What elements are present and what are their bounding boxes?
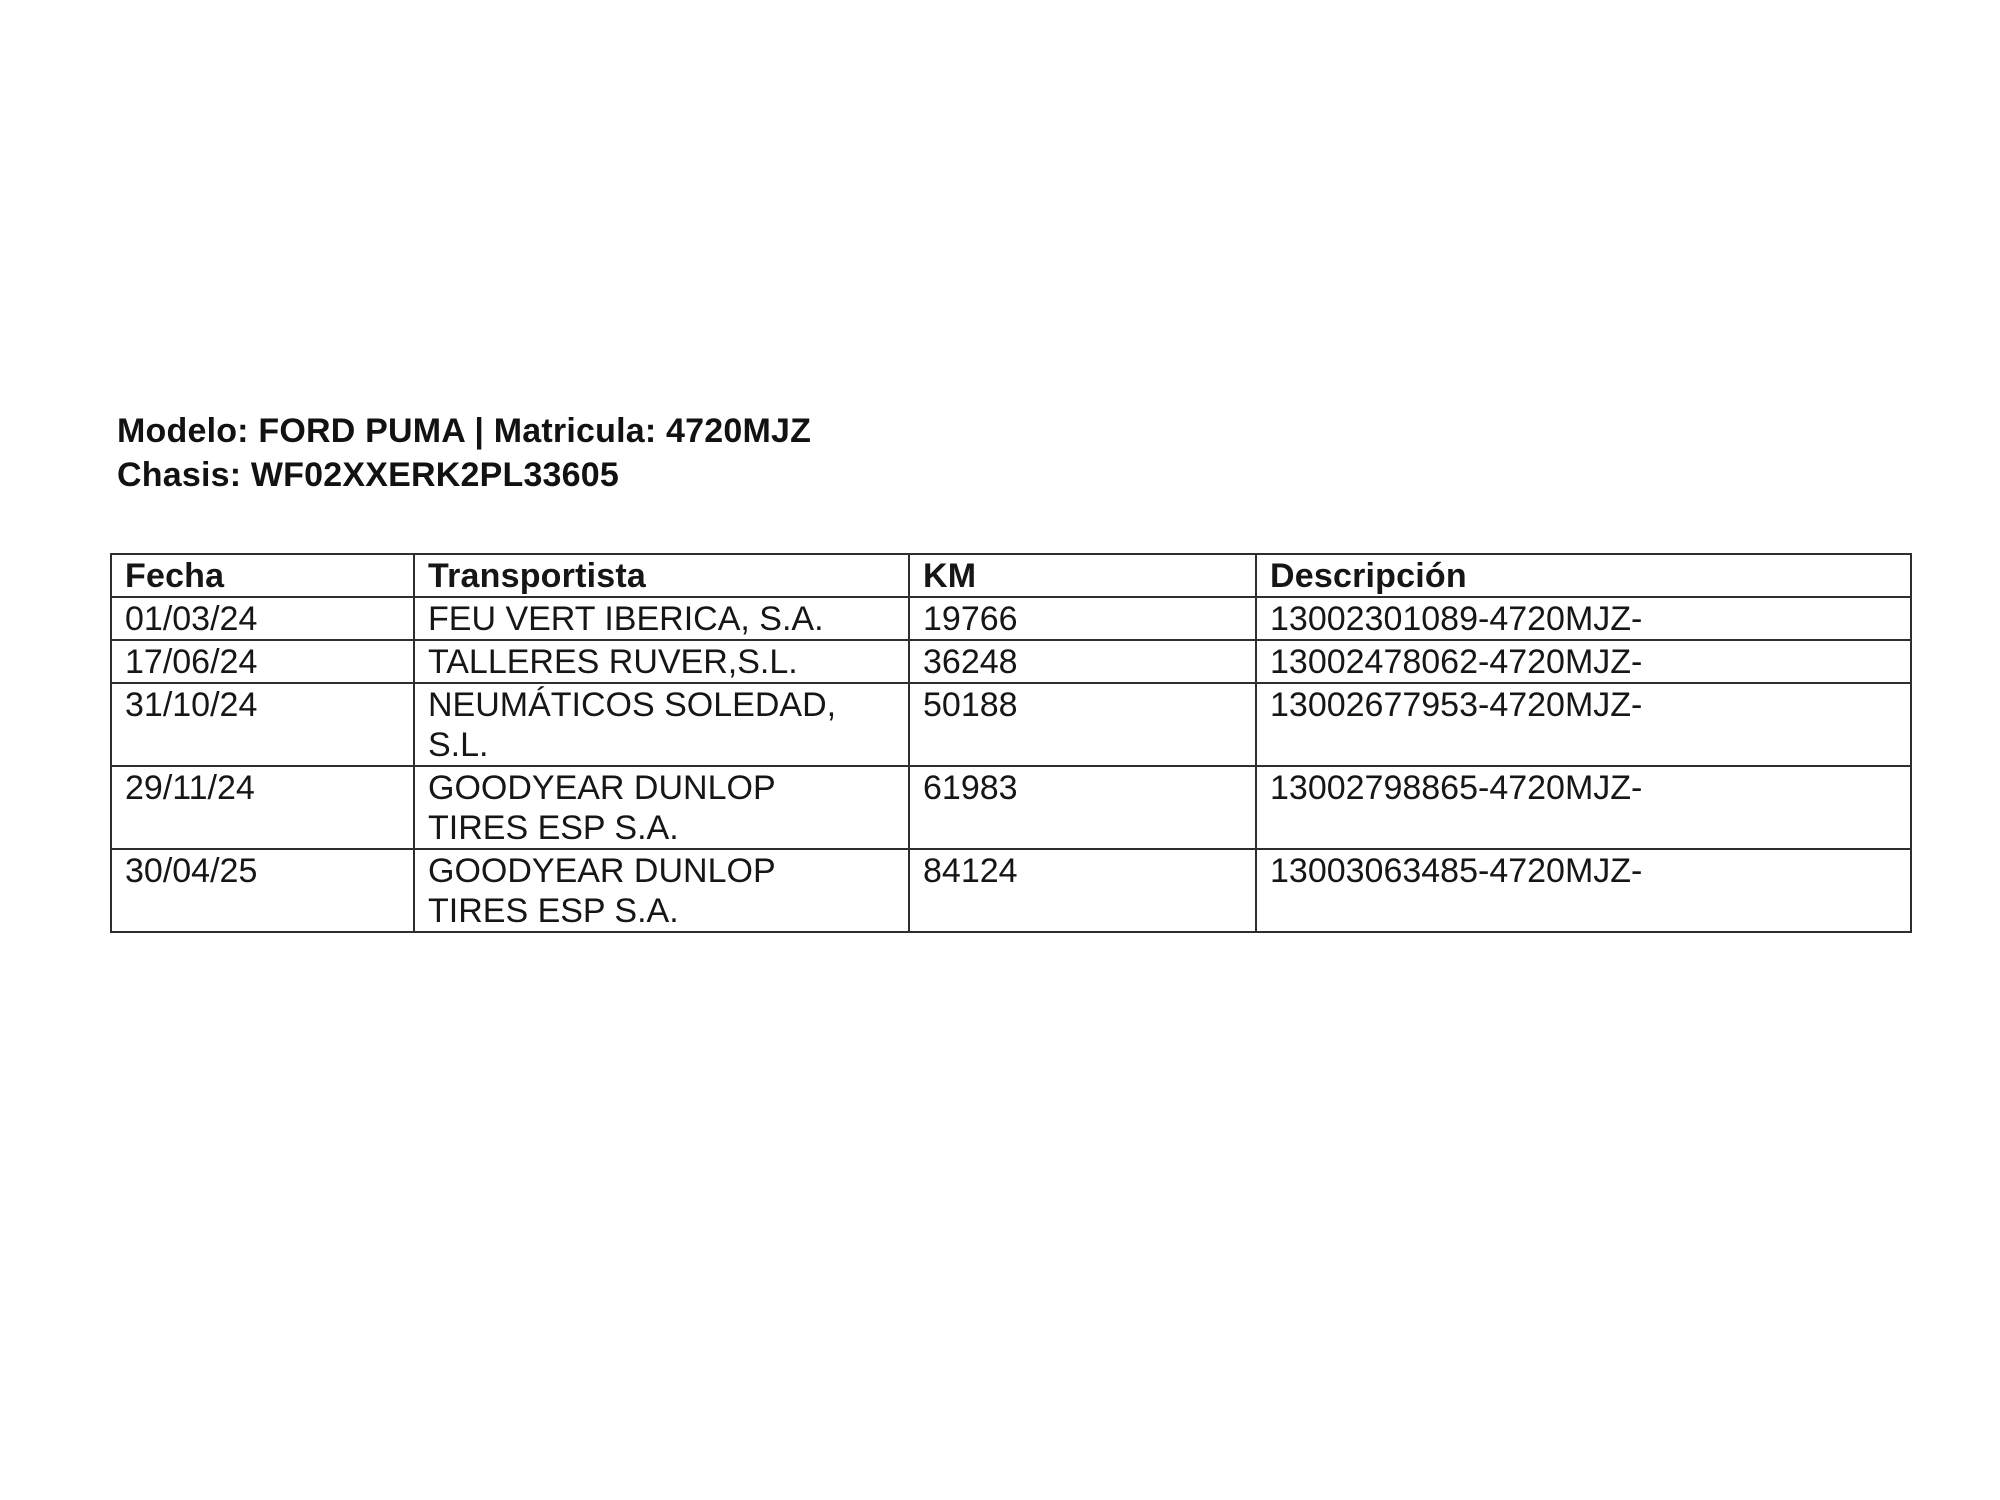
cell-transportista	[414, 640, 909, 683]
vehicle-chassis-line: Chasis: WF02XXERK2PL33605	[117, 456, 619, 494]
table-header-row	[111, 554, 1911, 597]
table-row	[111, 683, 1911, 766]
cell-fecha: 30/04/25	[111, 849, 414, 932]
cell-transportista-text: TALLERES RUVER,S.L.	[428, 643, 798, 681]
cell-fecha: 01/03/24	[111, 597, 414, 640]
column-header-transportista: Transportista	[414, 554, 909, 597]
vehicle-model-line: Modelo: FORD PUMA | Matricula: 4720MJZ	[117, 412, 812, 450]
cell-transportista-text: FEU VERT IBERICA, S.A.	[428, 600, 824, 638]
cell-transportista	[414, 766, 909, 849]
cell-km: 61983	[909, 766, 1256, 849]
table-row	[111, 849, 1911, 932]
cell-transportista-text: GOODYEAR DUNLOP TIRES ESP S.A.	[428, 769, 776, 847]
table-row	[111, 597, 1911, 640]
cell-km: 50188	[909, 683, 1256, 766]
cell-descripcion: 13002301089-4720MJZ-	[1256, 597, 1911, 640]
column-header-fecha: Fecha	[111, 554, 414, 597]
cell-transportista	[414, 849, 909, 932]
vehicle-info-header	[117, 409, 811, 497]
table-row	[111, 766, 1911, 849]
cell-descripcion: 13002798865-4720MJZ-	[1256, 766, 1911, 849]
cell-descripcion: 13003063485-4720MJZ-	[1256, 849, 1911, 932]
maintenance-records-table	[110, 553, 1912, 933]
cell-descripcion: 13002478062-4720MJZ-	[1256, 640, 1911, 683]
cell-fecha: 29/11/24	[111, 766, 414, 849]
cell-km: 19766	[909, 597, 1256, 640]
cell-fecha: 31/10/24	[111, 683, 414, 766]
cell-km: 84124	[909, 849, 1256, 932]
cell-transportista-text: GOODYEAR DUNLOP TIRES ESP S.A.	[428, 852, 776, 930]
cell-descripcion: 13002677953-4720MJZ-	[1256, 683, 1911, 766]
cell-transportista	[414, 683, 909, 766]
cell-transportista	[414, 597, 909, 640]
column-header-descripcion: Descripción	[1256, 554, 1911, 597]
cell-km: 36248	[909, 640, 1256, 683]
cell-transportista-text: NEUMÁTICOS SOLEDAD, S.L.	[428, 686, 837, 764]
table-row	[111, 640, 1911, 683]
column-header-km: KM	[909, 554, 1256, 597]
cell-fecha: 17/06/24	[111, 640, 414, 683]
